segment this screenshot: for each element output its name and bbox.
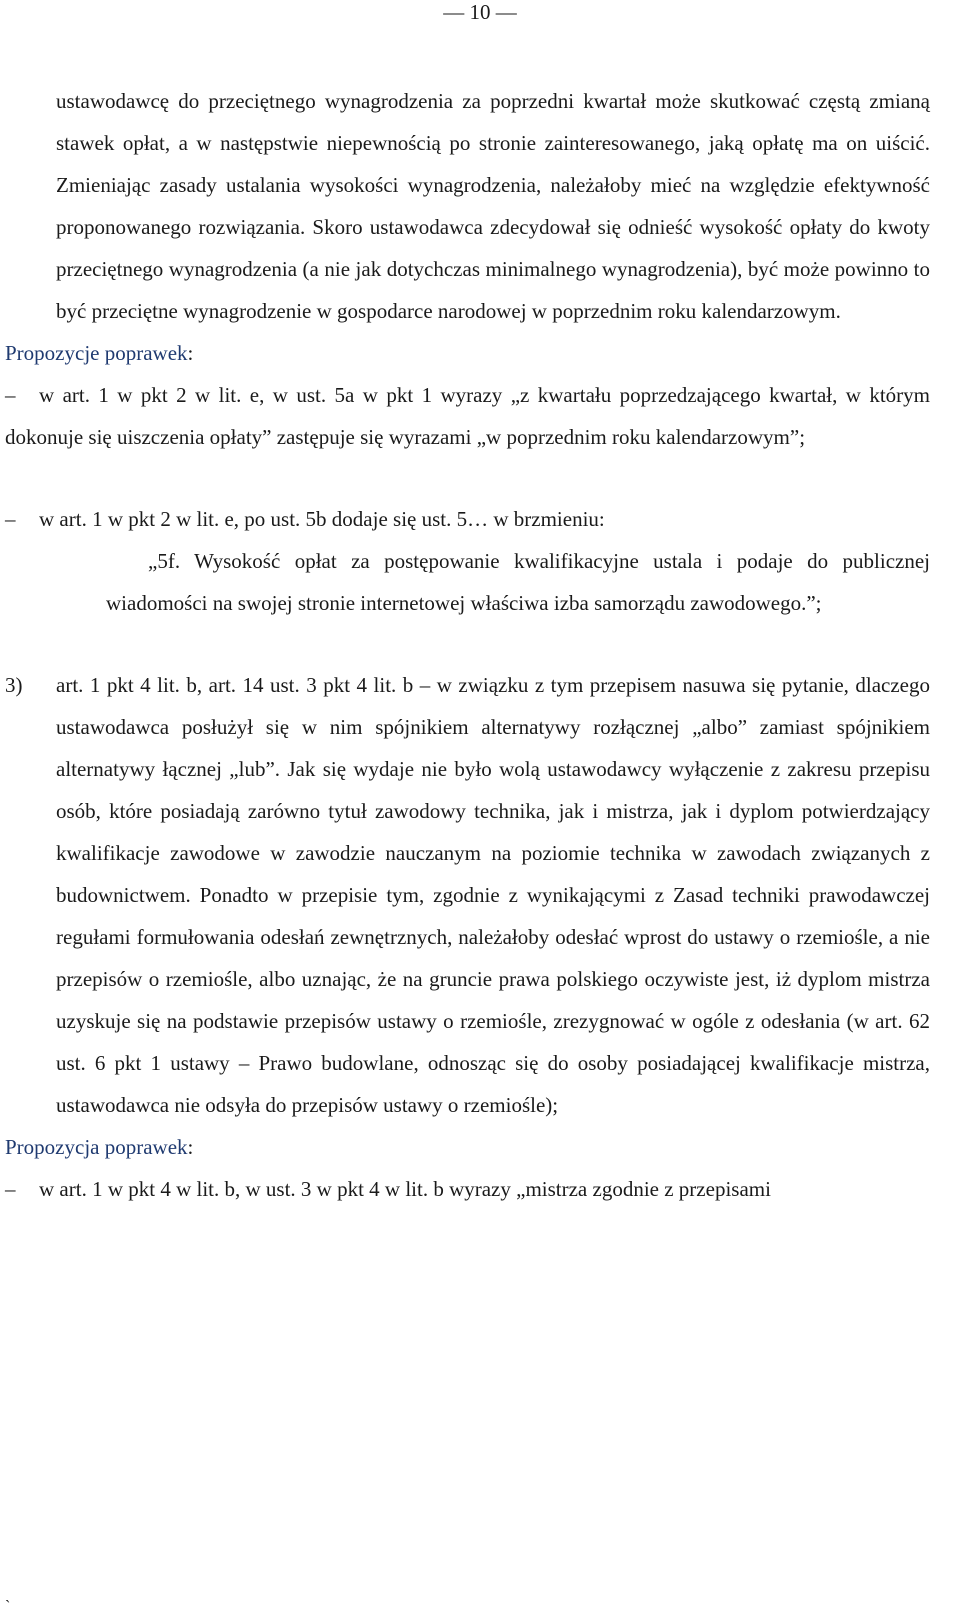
heading-colon: : [187,1135,194,1159]
document-body [0,80,930,1210]
dash-marker: – [5,1177,16,1201]
heading-text: Propozycja poprawek [5,1135,188,1159]
paragraph-remuneration: ustawodawcę do przeciętnego wynagrodzenia za poprzedni kwartał może skutkować częstą zmianą stawek opłat, a w następstwie niepewnością po stronie zainteresowanego, jaką opłatę ma on uiścić. Zmieniając zasady ustalania wysokości wynagrodzenia, należałoby mieć na względzie efektywność proponowanego rozwiązania. Skoro ustawodawca zdecydował się odnieść wysokość opłaty do kwoty przeciętnego wynagrodzenia (a nie jak dotychczas minimalnego wynagrodzenia), być może powinno to być przeciętne wynagrodzenie w gospodarce narodowej w poprzednim roku kalendarzowym. [56,89,930,323]
heading-proposed-amendment [0,1126,930,1168]
amendment-text: w art. 1 w pkt 2 w lit. e, po ust. 5b dodaje się ust. 5… w brzmieniu: [39,507,605,531]
numbered-item-3 [0,664,930,1126]
amendment-item [0,498,930,540]
quoted-provision-text: „5f. Wysokość opłat za postępowanie kwalifikacyjne ustala i podaje do publicznej wiadomości na swojej stronie internetowej właściwa izba samorządu zawodowego.”; [106,549,930,615]
footer-mark: ` [5,1598,11,1615]
heading-proposed-amendments [0,332,930,374]
amendment-item [0,1168,930,1210]
item-text: art. 1 pkt 4 lit. b, art. 14 ust. 3 pkt 4 lit. b – w związku z tym przepisem nasuwa się pytanie, dlaczego ustawodawca posłużył się w nim spójnikiem alternatywy rozłącznej „albo” zamiast spójnikiem alternatywy łącznej „lub”. Jak się wydaje nie było wolą ustawodawcy wyłączenie z zakresu przepisu osób, które posiadają zarówno tytuł zawodowy technika, jak i mistrza, jak i dyplom potwierdzający kwalifikacje zawodowe w zawodzie nauczanym na poziomie technika w zawodach związanych z budownictwem. Ponadto w przepisie tym, zgodnie z wynikającymi z Zasad techniki prawodawczej regułami formułowania odesłań zewnętrznych, należałoby odesłać wprost do ustawy o rzemiośle, a nie przepisów o rzemiośle, albo uznając, że na gruncie prawa polskiego oczywiste jest, iż dyplom mistrza uzyskuje się na podstawie przepisów ustawy o rzemiośle, zrezygnować w ogóle z odesłania (w art. 62 ust. 6 pkt 1 ustawy – Prawo budowlane, odnosząc się do osoby posiadającej kwalifikacje mistrza, ustawodawca nie odsyła do przepisów ustawy o rzemiośle); [56,673,930,1117]
item-number: 3) [5,673,23,697]
heading-text: Propozycje poprawek [5,341,188,365]
dash-marker: – [5,383,16,407]
amendment-text: w art. 1 w pkt 4 w lit. b, w ust. 3 w pkt 4 w lit. b wyrazy „mistrza zgodnie z przepisami [39,1177,771,1201]
amendment-text: w art. 1 w pkt 2 w lit. e, w ust. 5a w pkt 1 wyrazy „z kwartału poprzedzającego kwartał, w którym dokonuje się uiszczenia opłaty” zastępuje się wyrazami „w poprzednim roku kalendarzowym”; [5,383,930,449]
quoted-provision-5f [0,540,930,624]
heading-colon: : [187,341,194,365]
spacer [0,458,930,498]
spacer [0,624,930,664]
dash-marker: – [5,507,16,531]
page-number: — 10 — [443,0,517,24]
amendment-item [0,374,930,458]
